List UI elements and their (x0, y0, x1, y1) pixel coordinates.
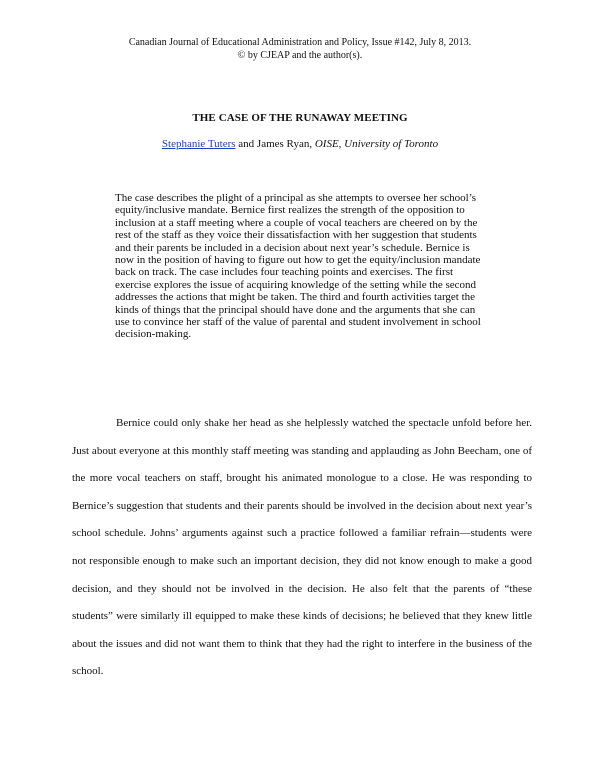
journal-citation: Canadian Journal of Educational Administration and Policy, Issue #142, July 8, 2013. (128, 37, 472, 48)
journal-header (0, 36, 600, 62)
affiliation: OISE, University of Toronto (314, 138, 439, 150)
abstract-paragraph: The case describes the plight of a principal as she attempts to oversee her school’s equity/inclusive mandate. Bernice first realizes the strength of the opposition to inclusion at a staff meeting where a couple of vocal teachers are cheered on by the rest of the staff as they voice their dissatisfaction with her suggestion that students and their parents be included in a decision about next year’s schedule. Bernice is now in the position of having to figure out how to get the equity/inclusion mandate back on track. The case includes four teaching points and exercises. The first exercise explores the issue of acquiring knowledge of the setting while the second addresses the actions that might be taken. The third and fourth activities target the kinds of things that the principal should have done and the arguments that she can use to convince her staff of the value of parental and student involvement in school decision-making. (115, 192, 481, 341)
article-title: THE CASE OF THE RUNAWAY MEETING (192, 112, 408, 124)
author-line (0, 138, 600, 150)
copyright-notice: © by CJEAP and the author(s). (237, 50, 363, 61)
body-paragraph: Bernice could only shake her head as she helplessly watched the spectacle unfold before her. Just about everyone at this monthly staff meeting was standing and applauding as John Beecham, one of the more vocal teachers on staff, brought his animated monologue to a close. He was responding to Bernice’s suggestion that students and their parents should be involved in the decision about next year’s school schedule. Johns’ arguments against such a practice followed a familiar refrain—students were not responsible enough to make such an important decision, they did not know enough to make a good decision, and they should not be involved in the decision. He also felt that the parents of “these students” were similarly ill equipped to make these kinds of decisions; he believed that they knew little about the issues and did not want them to think that they had the right to interfere in the business of the school. (72, 417, 532, 678)
co-author-text: and James Ryan, (235, 138, 315, 150)
author-link-stephanie-tuters[interactable]: Stephanie Tuters (161, 138, 236, 150)
